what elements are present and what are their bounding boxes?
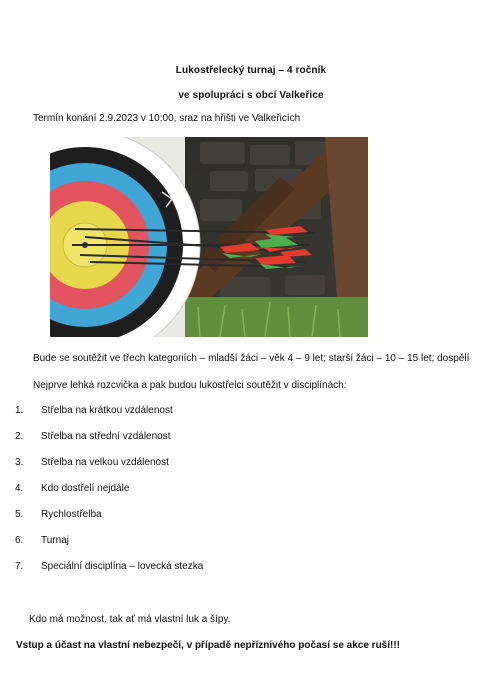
list-item-text: Kdo dostřelí nejdále — [41, 483, 130, 494]
list-item-text: Rychlostřelba — [41, 509, 102, 520]
categories-line: Bude se soutěžit ve třech kategoriích – mladší žáci – věk 4 – 9 let; starší žáci – 10 – 15 let; dospělí — [33, 353, 470, 364]
list-item-number: 2. — [15, 431, 24, 442]
list-item-text: Turnaj — [41, 535, 69, 546]
list-item-text: Speciální disciplína – lovecká stezka — [41, 561, 204, 572]
warning-line: Vstup a účast na vlastní nebezpečí, v případě nepříznivého počasí se akce ruší!!! — [16, 640, 401, 651]
list-item-text: Střelba na velkou vzdálenost — [41, 457, 169, 468]
list-item-number: 4. — [15, 483, 24, 494]
list-item-text: Střelba na krátkou vzdálenost — [41, 405, 173, 416]
list-item-number: 7. — [15, 561, 24, 572]
list-item-text: Střelba na střední vzdálenost — [41, 431, 171, 442]
list-item-number: 1. — [15, 405, 24, 416]
archery-target-with-arrows-photo — [50, 137, 368, 337]
archery-target-photo — [50, 137, 368, 337]
list-item-number: 6. — [15, 535, 24, 546]
list-item-number: 3. — [15, 457, 24, 468]
document-title: Lukostřelecký turnaj – 4 ročník — [175, 65, 327, 76]
disciplines-intro: Nejprve lehká rozcvička a pak budou lukostřelci soutěžit v disciplínách: — [33, 380, 347, 391]
document-subtitle: ve spolupráci s obcí Valkeřice — [178, 90, 324, 101]
list-item-number: 5. — [15, 509, 24, 520]
own-equipment-line: Kdo má možnost, tak ať má vlastní luk a šípy. — [29, 614, 231, 625]
event-date-line: Termín konání 2.9.2023 v 10:00, sraz na hřišti ve Valkeřicích — [33, 113, 301, 124]
